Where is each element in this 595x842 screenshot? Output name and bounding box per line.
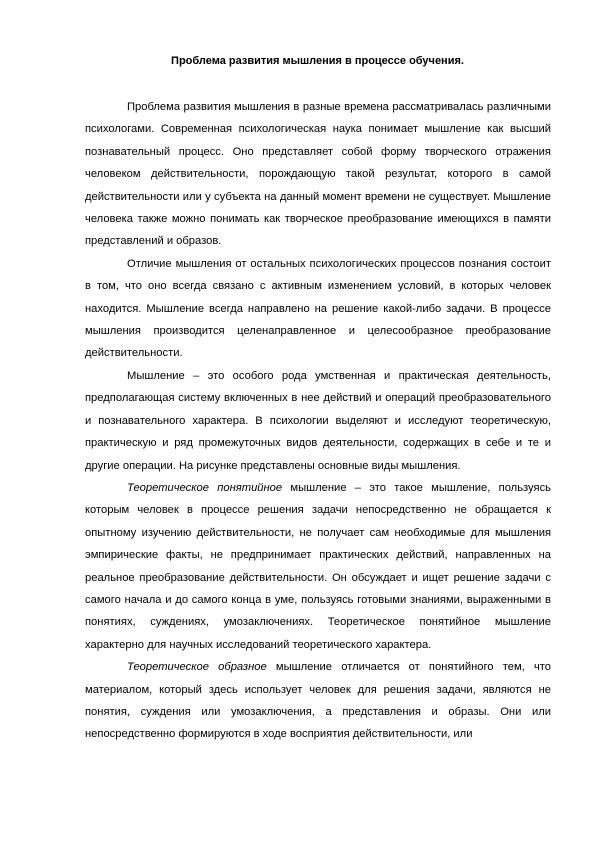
paragraph-4-lead-term: Теоретическое понятийное (127, 481, 283, 494)
paragraph-1: Проблема развития мышления в разные времена рассматривалась различными психологами. Современная психологическая наука понимает мышление как высший познавательный процесс. Оно представляет собой форму творческого отражения человеком действительности, порождающую такой результат, которого в самой действительности или у субъекта на данный момент времени не существует. Мышление человека также можно понимать как творческое преобразование имеющихся в памяти представлений и образов. (85, 101, 551, 248)
paragraph-2: Отличие мышления от остальных психологических процессов познания состоит в том, что оно всегда связано с активным изменением условий, в которых человек находится. Мышление всегда направлено на решение какой-либо задачи. В процессе мышления производится целенаправленное и целесообразное преобразование действительности. (85, 257, 551, 360)
paragraph-3: Мышление – это особого рода умственная и практическая деятельность, предполагающая систему включенных в нее действий и операций преобразовательного и познавательного характера. В психологии выделяют и исследуют теоретическую, практическую и ряд промежуточных видов деятельности, содержащих в себе и те и другие операции. На рисунке представлены основные виды мышления. (85, 369, 551, 472)
paragraph-4 (85, 477, 551, 656)
paragraph-5 (85, 656, 551, 746)
paragraph-5-text: мышление отличается от понятийного тем, что материалом, который здесь использует человек для решения задачи, являются не понятия, суждения или умозаключения, а представления и образы. Они или непосредственно формируются в ходе восприятия действительности, или (85, 661, 552, 741)
document-title: Проблема развития мышления в процессе обучения. (171, 55, 464, 67)
paragraph-4-text: мышление – это такое мышление, пользуясь которым человек в процессе решения задачи непосредственно не обращается к опытному изучению действительности, не получает сам необходимые для мышления эмпирические факты, не предпринимает практических действий, направленных на реальное преобразование действительности. Он обсуждает и ищет решение задачи с самого начала и до самого конца в уме, пользуясь готовыми знаниями, выраженными в понятиях, суждениях, умозаключениях. Теоретическое понятийное мышление характерно для научных исследований теоретического характера. (85, 481, 551, 651)
document-body (85, 96, 551, 746)
paragraph-5-lead-term: Теоретическое образное (127, 661, 267, 674)
